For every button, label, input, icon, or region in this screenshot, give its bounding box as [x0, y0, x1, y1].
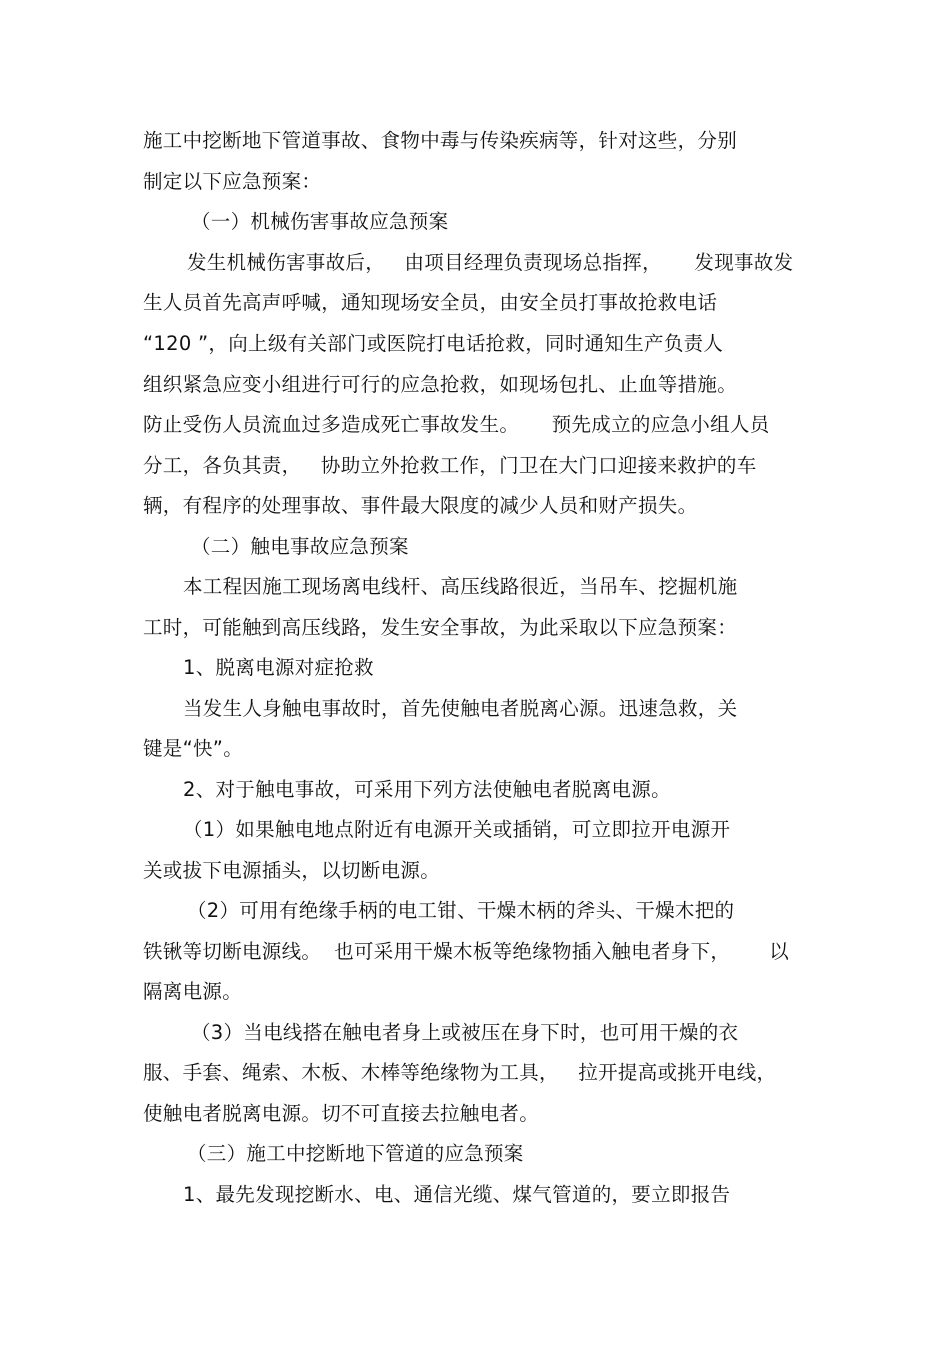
text-line: 使触电者脱离电源。切不可直接去拉触电者。 — [143, 1102, 540, 1125]
text-line: 分工，各负其责， 协助立外抢救工作，门卫在大门口迎接来救护的车 — [143, 454, 757, 477]
text-line: 2、对于触电事故，可采用下列方法使触电者脱离电源。 — [183, 778, 671, 801]
text-line: 本工程因施工现场离电线杆、高压线路很近，当吊车、挖掘机施 — [183, 575, 738, 598]
text-line: 防止受伤人员流血过多造成死亡事故发生。 预先成立的应急小组人员 — [143, 413, 770, 436]
text-line: 关或拔下电源插头，以切断电源。 — [143, 859, 441, 882]
text-line: “120 ”，向上级有关部门或医院打电话抢救，同时通知生产负责人 — [143, 332, 724, 355]
text-line: （3）当电线搭在触电者身上或被压在身下时，也可用干燥的衣 — [191, 1021, 739, 1044]
text-line: 隔离电源。 — [143, 980, 243, 1003]
text-line: 服、手套、绳索、木板、木棒等绝缘物为工具， 拉开提高或挑开电线， — [143, 1061, 777, 1084]
text-line: 工时，可能触到高压线路，发生安全事故，为此采取以下应急预案： — [143, 616, 738, 639]
section-heading: （三）施工中挖断地下管道的应急预案 — [187, 1142, 524, 1165]
text-line: （1）如果触电地点附近有电源开关或插销，可立即拉开电源开 — [183, 818, 731, 841]
text-line: 组织紧急应变小组进行可行的应急抢救，如现场包扎、止血等措施。 — [143, 373, 738, 396]
text-line: 铁锹等切断电源线。 也可采用干燥木板等绝缘物插入触电者身下， 以 — [143, 940, 789, 963]
text-line: 当发生人身触电事故时，首先使触电者脱离心源。迅速急救，关 — [183, 697, 738, 720]
text-line: 制定以下应急预案： — [143, 170, 322, 193]
text-line: 1、脱离电源对症抢救 — [183, 656, 374, 679]
section-heading: （二）触电事故应急预案 — [191, 535, 409, 558]
text-line: 施工中挖断地下管道事故、食物中毒与传染疾病等，针对这些，分别 — [143, 129, 738, 152]
text-line: （2）可用有绝缘手柄的电工钳、干燥木柄的斧头、干燥木把的 — [187, 899, 735, 922]
section-heading: （一）机械伤害事故应急预案 — [191, 210, 449, 233]
text-line: 发生机械伤害事故后， 由项目经理负责现场总指挥， 发现事故发 — [187, 251, 794, 274]
text-line: 1、最先发现挖断水、电、通信光缆、煤气管道的，要立即报告 — [183, 1183, 731, 1206]
text-line: 生人员首先高声呼喊，通知现场安全员，由安全员打事故抢救电话 — [143, 291, 718, 314]
text-line: 辆，有程序的处理事故、事件最大限度的减少人员和财产损失。 — [143, 494, 698, 517]
text-line: 键是“快”。 — [143, 737, 244, 760]
